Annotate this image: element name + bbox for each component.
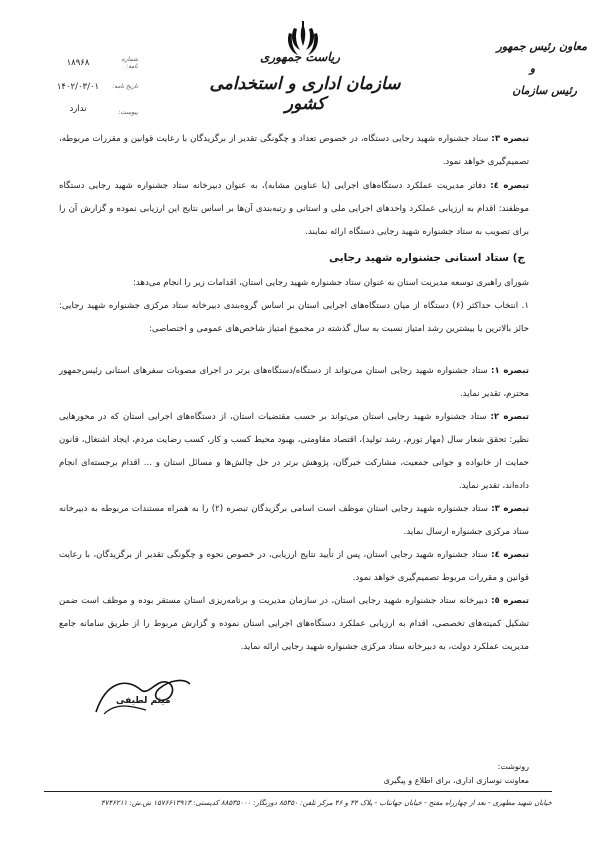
note-3-text: ستاد جشنواره شهید رجایی دستگاه، در خصوص تعداد و چگونگی تقدیر از برگزیدگان با رعایت قوانین و مقررات مربوطه، تصمیم‌گیری خواهد نمود. — [59, 134, 529, 167]
item-1-paragraph: ۱. انتخاب حداکثر (۶) دستگاه از میان دستگاه‌های اجرایی استان بر اساس گروه‌بندی دبیرخانه ستاد مرکزی جشنواره شهید رجایی: حائز بالاترین یا بیشترین رشد امتیاز نسبت به سال گذشته در مجموع امتیاز شاخص‌های عمومی و اختصاصی: — [59, 301, 530, 334]
footer-address: خیابان شهید مطهری - بعد از چهارراه مفتح - خیابان جهانتاب - پلاک ۴۴ و ۴۶ مرکز تلفن: ۸۵۳۵۰ دورنگار: ۸۸۵۳۵۰۰۰ کدپستی: ۱۵۷۶۶۱۳۹۱۳ ش.ش: ۴۷۴۶۲۱۱ — [100, 799, 552, 807]
provincial-note-2 — [59, 406, 529, 498]
provincial-note-4-text: ستاد جشنواره شهید رجایی استان، پس از تأیید نتایج ارزیابی، در خصوص نحوه و چگونگی تقدیر از برگزیدگان، با رعایت قوانین و مقررات مربوط تصمیم‌گیری خواهد نمود. — [59, 550, 529, 583]
cc-label: رونوشت: — [497, 762, 529, 771]
provincial-note-4-label: تبصره ٤: — [491, 550, 529, 560]
section-heading: ج) ستاد استانی جشنواره شهید رجایی — [329, 252, 525, 264]
provincial-note-3-text: ستاد جشنواره شهید رجایی استان موظف است اسامی برگزیدگان تبصره (۲) را به همراه مستندات مربوطه به دبیرخانه ستاد مرکزی جشنواره ارسال نماید. — [59, 504, 529, 537]
attachment-value: ندارد — [69, 104, 87, 114]
org-title: سازمان اداری و استخدامی کشور — [209, 74, 401, 114]
provincial-note-1-text: ستاد جشنواره شهید رجایی استان می‌تواند از دستگاه/دستگاه‌های برتر در اجرای مصوبات سفرهای استانی رئیس‌جمهور محترم، تقدیر نماید. — [59, 366, 529, 399]
note-3-paragraph — [59, 128, 529, 174]
provincial-note-5-text: دبیرخانه ستاد جشنواره شهید رجایی استان، در سازمان مدیریت و برنامه‌ریزی استان مستقر بوده و موظف است ضمن تشکیل کمیته‌های تخصصی، اقدام به ارزیابی عملکرد دستگاه‌های اجرایی استان نموده و گزارش مربوط را از طریق سامانه جامع مدیریت عملکرد دولت، به دبیرخانه ستاد مرکزی جشنواره شهید رجایی ارائه نماید. — [59, 596, 529, 652]
recipient-line-2: و — [529, 62, 535, 75]
letter-number: ۱۸۹۶۸ — [66, 58, 90, 68]
letter-date: ۱۴۰۲/۰۳/۰۱ — [56, 82, 100, 92]
provincial-note-2-label: تبصره ۲: — [490, 412, 529, 422]
intro-paragraph: شورای راهبری توسعه مدیریت استان به عنوان ستاد جشنواره شهید رجایی استان، اقدامات زیر را انجام می‌دهد: — [133, 278, 529, 288]
cc-line: معاونت نوسازی اداری، برای اطلاع و پیگیری — [383, 776, 529, 785]
provincial-note-5-label: تبصره ٥: — [491, 596, 529, 606]
letter-number-label: شماره نامه: — [121, 56, 138, 70]
provincial-note-1-label: تبصره ۱: — [491, 366, 529, 376]
recipient-line-1: معاون رئیس جمهور — [496, 40, 587, 53]
note-4-paragraph — [59, 175, 529, 244]
recipient-line-3: رئیس سازمان — [512, 84, 577, 97]
note-3-label: تبصره ۳: — [491, 134, 529, 144]
signatory-name: میثم لطیفی — [116, 696, 171, 706]
provincial-note-1 — [59, 360, 529, 406]
provincial-note-2-text: ستاد جشنواره شهید رجایی استان می‌تواند بر حسب مقتضیات استان، از دستگاه‌های اجرایی استان که در محورهایی نظیر: تحقق شعار سال (مهار تورم، رشد تولید)، اقتصاد مقاومتی، بهبود محیط کسب و کار، کسب رضایت مردم، ایجاد اشتغال، قانون حمایت از خانواده و جوانی جمعیت، مشارکت خبرگان، پژوهش برتر در حل چالش‌ها و مسائل استان و ... اقدام برجسته‌ای انجام داده‌اند، تقدیر نماید. — [59, 412, 529, 491]
letter-date-label: تاریخ نامه: — [112, 83, 138, 90]
note-4-label: تبصره ٤: — [490, 181, 529, 191]
note-4-text: دفاتر مدیریت عملکرد دستگاه‌های اجرایی (یا عناوین مشابه)، به عنوان دبیرخانه ستاد جشنواره شهید رجایی دستگاه موظفند: اقدام به ارزیابی عملکرد واحدهای اجرایی ملی و استانی و رتبه‌بندی آن‌ها بر اساس نتایج این ارزیابی نموده و گزارش آن را برای تصویب به ستاد جشنواره شهید رجایی دستگاه ارائه نمایند. — [59, 181, 529, 237]
footer-divider — [44, 791, 552, 792]
attachment-label: پیوست: — [118, 109, 138, 116]
provincial-note-5 — [59, 590, 529, 659]
org-subtitle: ریاست جمهوری — [259, 50, 341, 64]
provincial-note-3-label: تبصره ۳: — [491, 504, 529, 514]
provincial-note-4 — [59, 544, 529, 590]
provincial-note-3 — [59, 498, 529, 544]
